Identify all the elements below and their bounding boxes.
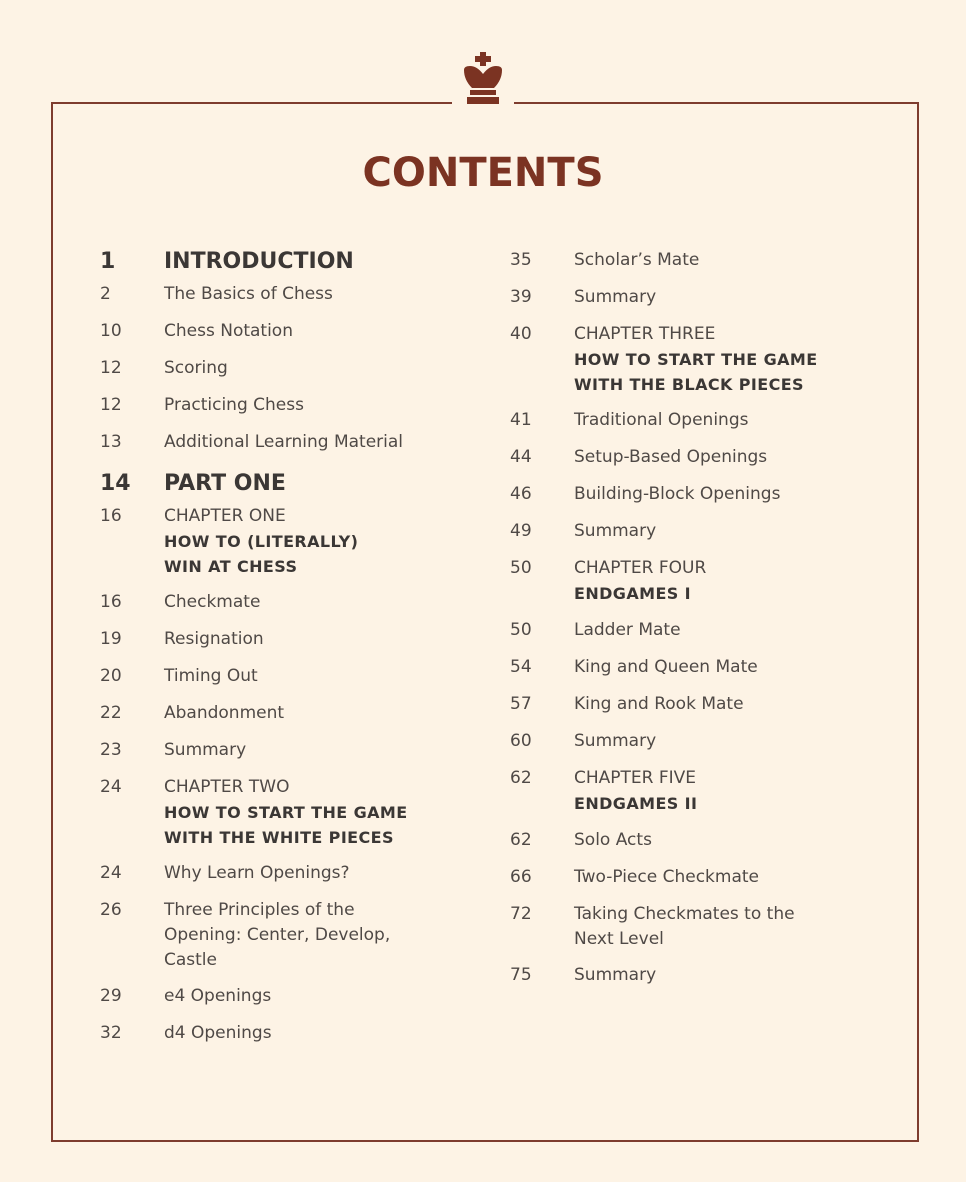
page-number: 16 — [100, 506, 122, 526]
chapter-title-line: HOW TO (LITERALLY) — [164, 532, 359, 551]
entry-title: Summary — [574, 521, 657, 541]
entry-title: Chess Notation — [164, 321, 293, 341]
entry-title: Practicing Chess — [164, 395, 304, 415]
chapter-title-line: ENDGAMES II — [574, 794, 698, 813]
entry-title: The Basics of Chess — [164, 284, 333, 304]
page-number: 29 — [100, 986, 122, 1006]
page-number: 2 — [100, 284, 111, 304]
entry-title: Summary — [574, 731, 657, 751]
page-number: 32 — [100, 1023, 122, 1043]
entry-title-multiline — [574, 902, 874, 952]
page-number: 66 — [510, 867, 532, 887]
entry-title: Why Learn Openings? — [164, 863, 350, 883]
page-number: 1 — [100, 249, 116, 274]
page-number: 50 — [510, 620, 532, 640]
entry-title: Setup-Based Openings — [574, 447, 768, 467]
page-number: 13 — [100, 432, 122, 452]
page-number: 60 — [510, 731, 532, 751]
chapter-label: CHAPTER FOUR — [574, 558, 707, 578]
chapter-title-line: HOW TO START THE GAME — [574, 350, 818, 369]
entry-title: Additional Learning Material — [164, 432, 404, 452]
entry-title-line: Three Principles of the — [164, 900, 355, 920]
entry-title: Scholar’s Mate — [574, 250, 700, 270]
entry-title-multiline — [164, 898, 454, 973]
entry-title: Resignation — [164, 629, 264, 649]
page-number: 24 — [100, 863, 122, 883]
entry-title: Summary — [574, 287, 657, 307]
entry-title-line: Taking Checkmates to the — [574, 904, 795, 924]
page-number: 20 — [100, 666, 122, 686]
entry-title-line: Opening: Center, Develop, — [164, 925, 391, 945]
chapter-label: CHAPTER FIVE — [574, 768, 697, 788]
entry-title: Summary — [164, 740, 247, 760]
page-number: 72 — [510, 904, 532, 924]
section-title: INTRODUCTION — [164, 249, 354, 274]
chapter-title-line: ENDGAMES I — [574, 584, 692, 603]
chapter-label: CHAPTER ONE — [164, 506, 286, 526]
chapter-title-line: HOW TO START THE GAME — [164, 803, 408, 822]
page-number: 50 — [510, 558, 532, 578]
page-number: 35 — [510, 250, 532, 270]
entry-title: Timing Out — [164, 666, 258, 686]
chapter-block — [574, 556, 874, 606]
chapter-block — [574, 322, 874, 397]
page-number: 12 — [100, 358, 122, 378]
page-title: CONTENTS — [362, 150, 604, 196]
page-number: 12 — [100, 395, 122, 415]
page-number: 62 — [510, 830, 532, 850]
page-number: 39 — [510, 287, 532, 307]
page-number: 41 — [510, 410, 532, 430]
chapter-label: CHAPTER TWO — [164, 777, 290, 797]
chapter-block — [574, 766, 874, 816]
entry-title: Checkmate — [164, 592, 261, 612]
page-number: 54 — [510, 657, 532, 677]
entry-title: Traditional Openings — [574, 410, 749, 430]
page-number: 62 — [510, 768, 532, 788]
page-number: 10 — [100, 321, 122, 341]
entry-title: Abandonment — [164, 703, 285, 723]
page-number: 24 — [100, 777, 122, 797]
page-number: 46 — [510, 484, 532, 504]
page-number: 16 — [100, 592, 122, 612]
entry-title: Ladder Mate — [574, 620, 681, 640]
entry-title: Solo Acts — [574, 830, 652, 850]
page-number: 57 — [510, 694, 532, 714]
chapter-label: CHAPTER THREE — [574, 324, 716, 344]
page-number: 19 — [100, 629, 122, 649]
chapter-block — [164, 775, 454, 850]
section-title: PART ONE — [164, 471, 286, 496]
entry-title: King and Queen Mate — [574, 657, 758, 677]
entry-title-line: Next Level — [574, 929, 664, 949]
page-number: 23 — [100, 740, 122, 760]
chess-king-icon — [458, 50, 508, 106]
page-number: 40 — [510, 324, 532, 344]
entry-title: Two-Piece Checkmate — [574, 867, 759, 887]
entry-title: Summary — [574, 965, 657, 985]
chapter-title-line: WIN AT CHESS — [164, 557, 298, 576]
chapter-title-line: WITH THE WHITE PIECES — [164, 828, 394, 847]
page-number: 22 — [100, 703, 122, 723]
chapter-title-line: WITH THE BLACK PIECES — [574, 375, 804, 394]
page-number: 49 — [510, 521, 532, 541]
entry-title: Scoring — [164, 358, 228, 378]
page-number: 26 — [100, 900, 122, 920]
entry-title-line: Castle — [164, 950, 217, 970]
entry-title: Building-Block Openings — [574, 484, 781, 504]
page-number: 75 — [510, 965, 532, 985]
entry-title: d4 Openings — [164, 1023, 272, 1043]
page-number: 44 — [510, 447, 532, 467]
page-number: 14 — [100, 471, 131, 496]
chapter-block — [164, 504, 454, 579]
entry-title: e4 Openings — [164, 986, 272, 1006]
entry-title: King and Rook Mate — [574, 694, 744, 714]
